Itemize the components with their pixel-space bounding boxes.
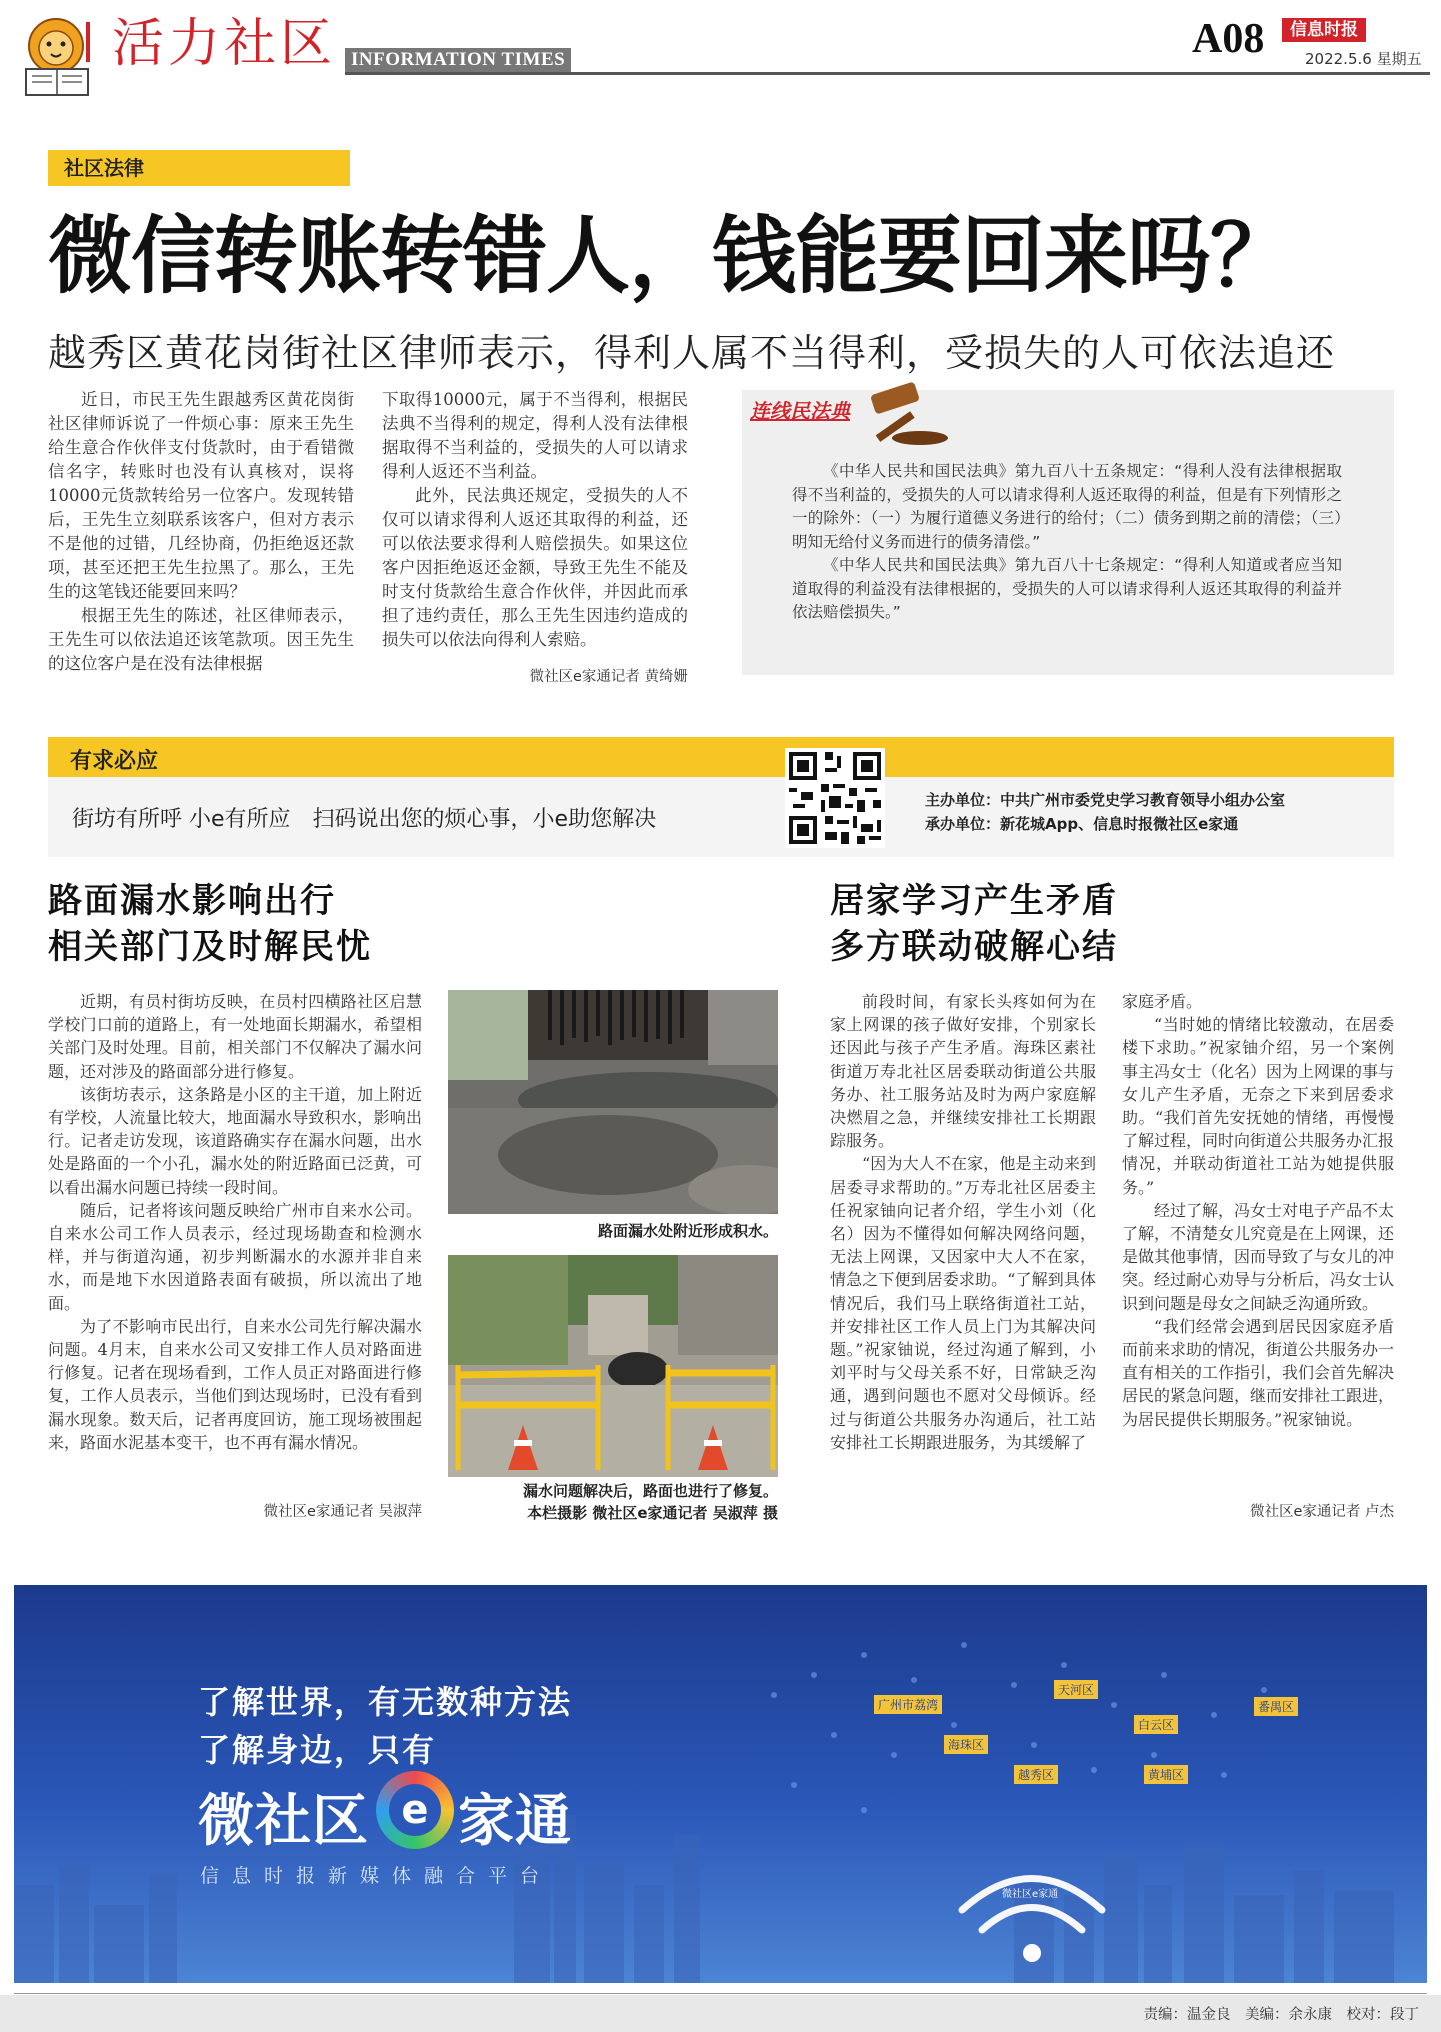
paragraph: 近日，市民王先生跟越秀区黄花岗街社区律师诉说了一件烦心事：原来王先生给生意合作伙伴支付货款时，由于看错微信名字，转账时也没有认真核对，误将10000元货款转给另一位客户。发现转错后，王先生立刻联系该客户，但对方表示不是他的过错，几经协商，仍拒绝返还款项，甚至还把王先生拉黑了。那么，王先生的这笔钱还能要回来吗？ xyxy=(48,390,354,601)
masthead-divider xyxy=(345,72,1430,75)
article2-title-line2: 相关部门及时解民忧 xyxy=(48,927,372,967)
article1-column-1 xyxy=(48,388,354,676)
paragraph: 根据王先生的陈述，社区律师表示，王先生可以依法追还该笔款项。因王先生的这位客户是在没有法律根据 xyxy=(48,606,354,673)
photo2-caption: 漏水问题解决后，路面也进行了修复。 xyxy=(522,1482,778,1500)
paper-name-badge: 信息时报 xyxy=(1282,18,1366,42)
banner-slogan-line1: 了解世界，有无数种方法 xyxy=(198,1683,573,1721)
paragraph: “当时她的情绪比较激动，在居委楼下求助。”祝家铀介绍，另一个案例事主冯女士（化名）因为上网课的事与女儿产生矛盾，无奈之下来到居委求助。“我们首先安抚她的情绪，再慢慢了解过程，同时向街道公共服务办汇报情况，并联动街道社工站为她提供服务。” xyxy=(1122,1015,1395,1197)
wifi-label: 微社区e家通 xyxy=(1002,1889,1059,1900)
paragraph: 下取得10000元，属于不当得利，根据民法典不当得利的规定，得利人没有法律根据取得不当利益的，受损失的人可以请求得利人返还不当利益。 xyxy=(382,390,688,481)
map-label: 海珠区 xyxy=(944,1735,988,1754)
paragraph: 该街坊表示，这条路是小区的主干道，加上附近有学校，人流量比较大，地面漏水导致积水，影响出行。记者走访发现，该道路确实存在漏水问题，出水处是路面的一个小孔，漏水处的附近路面已泛黄，可以看出漏水问题已持续一段时间。 xyxy=(48,1084,422,1197)
editor-credits: 责编：温金良 美编：余永康 校对：段丁 xyxy=(1143,2007,1419,2023)
promo-banner[interactable] xyxy=(14,1585,1427,1983)
main-subheadline: 越秀区黄花岗街社区律师表示，得利人属不当得利，受损失的人可依法追还 xyxy=(48,331,1336,375)
e-logo-letter: e xyxy=(389,1784,441,1836)
banner-slogan-line2: 了解身边，只有 xyxy=(198,1731,437,1769)
banner-logo-left: 微社区 xyxy=(198,1789,369,1854)
map-label: 越秀区 xyxy=(1014,1765,1058,1784)
map-label: 番禺区 xyxy=(1254,1697,1298,1716)
map-label: 白云区 xyxy=(1134,1715,1178,1734)
paragraph: 此外，民法典还规定，受损失的人不仅可以请求得利人返还其取得的利益，还可以依法要求得利人赔偿损失。如果这位客户因拒绝返还金额，导致王先生不能及时支付货款给生意合作伙伴，并因此而承担了违约责任，那么王先生因违约造成的损失可以依法向得利人索赔。 xyxy=(382,486,688,649)
paragraph: “因为大人不在家，他是主动来到居委寻求帮助的。”万寿北社区居委主任祝家铀向记者介绍，学生小刘（化名）因为不懂得如何解决网络问题，无法上网课，又因家中大人不在家，情急之下便到居委求助。“了解到具体情况后，我们马上联络街道社工站，并安排社区工作人员上门为其解决问题。”祝家铀说，经过沟通了解到，小刘平时与父母关系不好，日常缺乏沟通，遇到问题也不愿对父母倾诉。经过与街道公共服务办沟通后，社工站安排社工长期跟进服务，为其缓解了 xyxy=(830,1154,1096,1452)
article2-byline: 微社区e家通记者 吴淑萍 xyxy=(263,1504,422,1520)
article2-column xyxy=(48,990,422,1454)
article3-title-line1: 居家学习产生矛盾 xyxy=(830,881,1118,921)
section-tag-community-law: 社区法律 xyxy=(48,150,350,186)
paragraph: 经过了解，冯女士对电子产品不太了解，不清楚女儿究竟是在上网课，还是做其他事情，因而导致了与女儿的冲突。经过耐心劝导与分析后，冯女士认识到问题是母女之间缺乏沟通所致。 xyxy=(1122,1200,1395,1313)
photo-road-repaired xyxy=(448,1255,778,1477)
main-headline: 微信转账转错人，钱能要回来吗？ xyxy=(48,207,1294,305)
paragraph: 为了不影响市民出行，自来水公司先行解决漏水问题。4月末，自来水公司又安排工作人员对路面进行修复。记者在现场看到，工作人员正对路面进行修复，工作人员表示，当他们到达现场时，已没有看到漏水现象。数天后，记者再度回访，施工现场被围起来，路面水泥基本变干，也不再有漏水情况。 xyxy=(48,1316,422,1452)
banner-logo-right: 家通 xyxy=(458,1789,572,1854)
article3-column-2 xyxy=(1122,990,1394,1431)
article1-column-2 xyxy=(382,388,688,652)
article3-title-line2: 多方联动破解心结 xyxy=(830,927,1118,967)
article2-title xyxy=(48,878,372,970)
host-info xyxy=(925,788,1285,836)
issue-date: 2022.5.6 星期五 xyxy=(1305,50,1422,68)
paper-english-name: INFORMATION TIMES xyxy=(345,48,571,73)
photo2-caption-block xyxy=(448,1480,778,1524)
article3-title xyxy=(830,878,1118,970)
help-band-header xyxy=(48,737,1394,777)
e-logo-icon xyxy=(376,1771,454,1849)
paragraph: 家庭矛盾。 xyxy=(1122,992,1203,1011)
photo1-caption: 路面漏水处附近形成积水。 xyxy=(597,1222,778,1240)
photo-water-leak-road xyxy=(448,990,778,1214)
paragraph: 《中华人民共和国民法典》第九百八十五条规定：“得利人没有法律根据取得不当利益的，受损失的人可以请求得利人返还取得的利益，但是有下列情形之一的除外：（一）为履行道德义务进行的给付；（二）债务到期之前的清偿；（三）明知无给付义务而进行的债务清偿。” xyxy=(792,462,1342,551)
paragraph: 随后，记者将该问题反映给广州市自来水公司。自来水公司工作人员表示，经过现场勘查和检测水样，并与街道沟通，初步判断漏水的水源并非自来水，而是地下水因道路表面有破损，所以流出了地面。 xyxy=(48,1200,422,1313)
article3-byline: 微社区e家通记者 卢杰 xyxy=(1249,1504,1394,1520)
article3-column-1 xyxy=(830,990,1096,1454)
page-number: A08 xyxy=(1192,16,1265,62)
host-unit: 主办单位：中共广州市委党史学习教育领导小组办公室 xyxy=(925,791,1286,809)
photo-credit: 本栏摄影 微社区e家通记者 吴淑萍 摄 xyxy=(527,1504,778,1522)
paragraph: “我们经常会遇到居民因家庭矛盾而前来求助的情况，街道公共服务办一直有相关的工作指引，我们会首先解决居民的紧急问题，继而安排社工跟进，为居民提供长期服务。”祝家铀说。 xyxy=(1122,1316,1395,1429)
banner-tagline: 信息时报新媒体融合平台 xyxy=(200,1865,553,1887)
footer-divider xyxy=(14,1993,1427,1994)
map-label: 天河区 xyxy=(1054,1680,1098,1699)
civil-code-text xyxy=(792,460,1342,625)
masthead xyxy=(0,0,1441,112)
organizer-unit: 承办单位：新花城App、信息时报微社区e家通 xyxy=(925,815,1239,833)
paragraph: 近期，有员村街坊反映，在员村四横路社区启慧学校门口前的道路上，有一处地面长期漏水，希望相关部门及时处理。目前，相关部门不仅解决了漏水问题，还对涉及的路面部分进行修复。 xyxy=(48,992,422,1081)
paragraph: 《中华人民共和国民法典》第九百八十七条规定：“得利人知道或者应当知道取得的利益没有法律根据的，受损失的人可以请求得利人返还其取得的利益并依法赔偿损失。” xyxy=(792,556,1342,621)
qr-code[interactable] xyxy=(785,748,885,848)
map-label: 黄埔区 xyxy=(1144,1765,1188,1784)
article2-title-line1: 路面漏水影响出行 xyxy=(48,881,336,921)
gavel-icon xyxy=(842,380,954,450)
civil-code-box-title: 连线民法典 xyxy=(750,399,850,423)
section-title: 活力社区 xyxy=(112,14,337,74)
map-label: 广州市荔湾 xyxy=(874,1695,942,1714)
help-band-tag: 有求必应 xyxy=(70,749,159,774)
article1-byline: 微社区e家通记者 黄绮姗 xyxy=(529,669,688,685)
help-band-slogan: 街坊有所呼 小e有所应 扫码说出您的烦心事，小e助您解决 xyxy=(72,807,657,832)
lion-mascot-logo xyxy=(18,14,100,100)
paragraph: 前段时间，有家长头疼如何为在家上网课的孩子做好安排，个别家长还因此与孩子产生矛盾。海珠区素社街道万寿北社区居委联动街道公共服务办、社工服务站及时为两户家庭解决燃眉之急，并继续安排社工长期跟踪服务。 xyxy=(830,992,1096,1151)
